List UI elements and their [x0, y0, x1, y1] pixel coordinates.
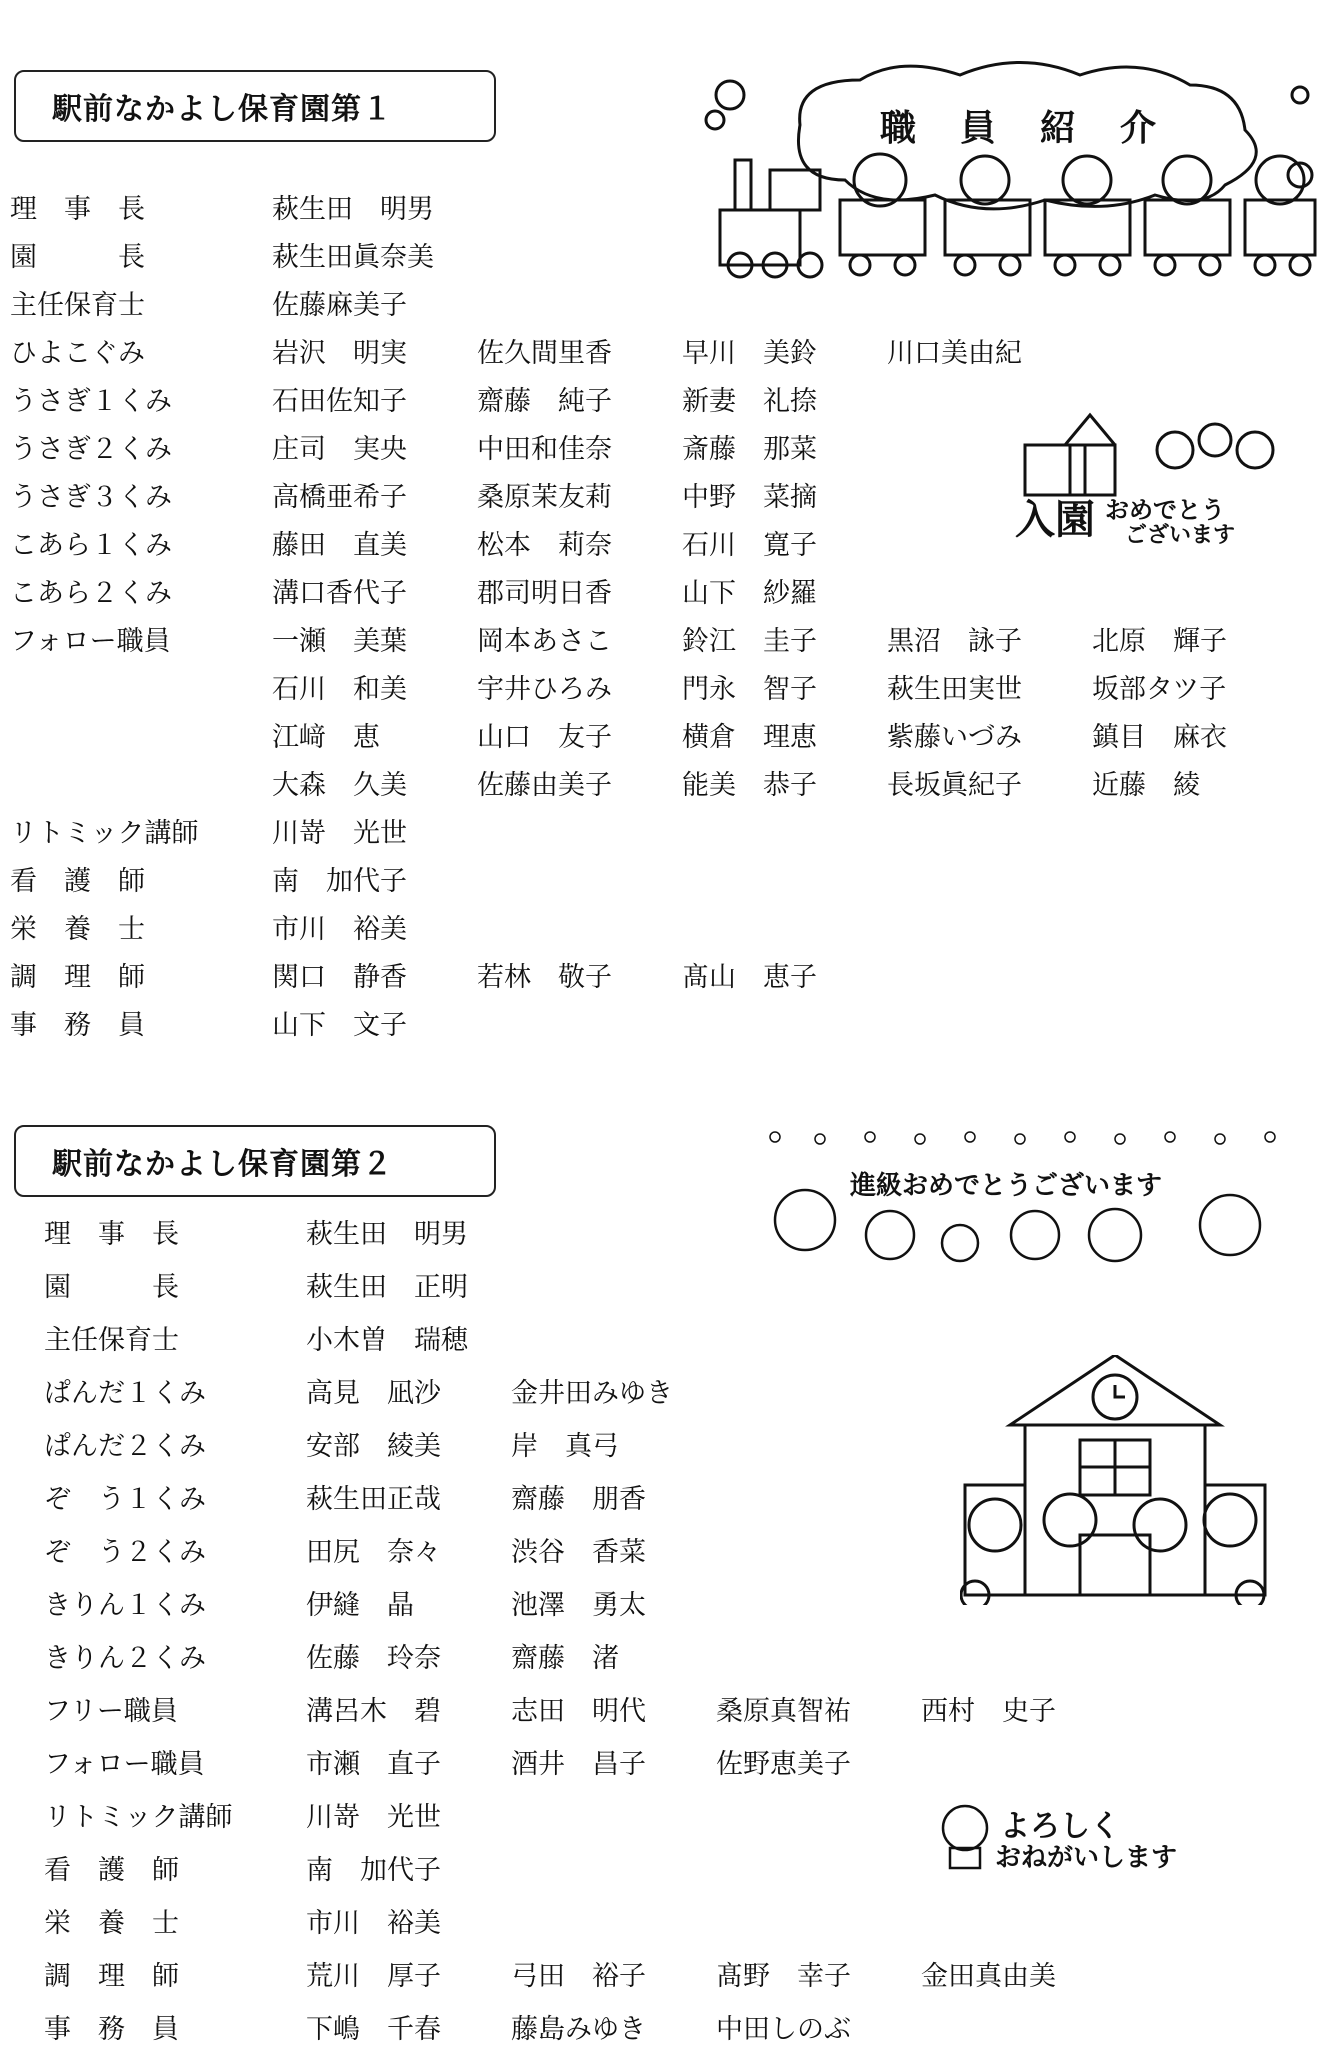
entrance-text-big: 入園: [1015, 497, 1095, 543]
staff-name: 門永 智子: [682, 674, 817, 705]
staff-name: 鈴江 圭子: [682, 626, 817, 657]
staff-name: 岩沢 明実: [272, 338, 407, 369]
greeting-illustration: [935, 1795, 1275, 1885]
staff-name: 齋藤 渚: [511, 1643, 619, 1674]
school2-title: 駅前なかよし保育園第２: [14, 1125, 496, 1197]
staff-name: 西村 史子: [921, 1696, 1056, 1727]
staff-name: 市川 裕美: [272, 914, 407, 945]
staff-name: 髙野 幸子: [716, 1961, 851, 1992]
staff-role: 栄 養 士: [10, 914, 145, 945]
staff-name: 江﨑 恵: [272, 722, 380, 753]
staff-row: [0, 910, 1332, 950]
staff-row: [0, 2010, 1332, 2050]
staff-name: 山下 文子: [272, 1010, 407, 1041]
staff-name: 早川 美鈴: [682, 338, 817, 369]
staff-name: 川嵜 光世: [306, 1802, 441, 1833]
staff-name: 大森 久美: [272, 770, 407, 801]
staff-name: 萩生田正哉: [306, 1484, 441, 1515]
staff-name: 坂部タツ子: [1092, 674, 1227, 705]
staff-name: 横倉 理恵: [682, 722, 817, 753]
staff-name: 紫藤いづみ: [887, 722, 1022, 753]
staff-name: 能美 恭子: [682, 770, 817, 801]
staff-name: 市瀬 直子: [306, 1749, 441, 1780]
staff-row: [0, 766, 1332, 806]
train-illustration: [690, 60, 1320, 285]
staff-role: ぞ う２くみ: [44, 1537, 206, 1568]
staff-name: 市川 裕美: [306, 1908, 441, 1939]
staff-row: [0, 814, 1332, 854]
staff-role: うさぎ１くみ: [10, 386, 172, 417]
staff-role: フォロー職員: [44, 1749, 205, 1780]
entrance-illustration: [1015, 410, 1315, 560]
staff-role: 理 事 長: [44, 1219, 179, 1250]
staff-role: 栄 養 士: [44, 1908, 179, 1939]
staff-name: 田尻 奈々: [306, 1537, 441, 1568]
staff-name: 桑原真智祐: [716, 1696, 851, 1727]
staff-name: 佐久間里香: [477, 338, 612, 369]
staff-role: 事 務 員: [10, 1010, 145, 1041]
staff-name: 近藤 綾: [1092, 770, 1200, 801]
staff-row: [0, 622, 1332, 662]
greeting-line2: おねがいします: [995, 1843, 1178, 1873]
staff-name: 佐藤麻美子: [272, 290, 407, 321]
staff-name: 溝口香代子: [272, 578, 407, 609]
staff-row: [0, 286, 1332, 326]
staff-role: 調 理 師: [10, 962, 145, 993]
staff-name: 佐藤 玲奈: [306, 1643, 441, 1674]
school-building-illustration: [960, 1355, 1270, 1605]
staff-name: 高橋亜希子: [272, 482, 407, 513]
staff-name: 伊縫 晶: [306, 1590, 414, 1621]
staff-role: 理 事 長: [10, 194, 145, 225]
staff-role: フォロー職員: [10, 626, 171, 657]
staff-name: 一瀬 美葉: [272, 626, 407, 657]
staff-name: 宇井ひろみ: [477, 674, 612, 705]
entrance-text-small1: おめでとう: [1105, 496, 1225, 524]
staff-role: こあら１くみ: [10, 530, 172, 561]
staff-name: 斎藤 那菜: [682, 434, 817, 465]
train-banner-text: 職 員 紹 介: [880, 108, 1161, 149]
staff-role: リトミック講師: [44, 1802, 233, 1833]
staff-row: [0, 1639, 1332, 1679]
staff-name: 萩生田 正明: [306, 1272, 468, 1303]
staff-row: [0, 1006, 1332, 1046]
staff-role: きりん２くみ: [44, 1643, 206, 1674]
staff-role: こあら２くみ: [10, 578, 172, 609]
staff-row: [0, 1957, 1332, 1997]
staff-name: 南 加代子: [306, 1855, 441, 1886]
staff-row: [0, 958, 1332, 998]
promotion-illustration: [760, 1125, 1285, 1275]
staff-name: 金井田みゆき: [511, 1378, 673, 1409]
staff-name: 髙山 恵子: [682, 962, 817, 993]
staff-name: 中田しのぶ: [716, 2014, 851, 2045]
staff-name: 佐野恵美子: [716, 1749, 851, 1780]
staff-name: 齋藤 純子: [477, 386, 612, 417]
staff-name: 萩生田実世: [887, 674, 1022, 705]
staff-name: 佐藤由美子: [477, 770, 612, 801]
staff-name: 石川 寛子: [682, 530, 817, 561]
staff-row: [0, 1692, 1332, 1732]
staff-role: ぞ う１くみ: [44, 1484, 206, 1515]
staff-name: 若林 敬子: [477, 962, 612, 993]
staff-name: 松本 莉奈: [477, 530, 612, 561]
staff-role: ぱんだ２くみ: [44, 1431, 206, 1462]
staff-role: 看 護 師: [10, 866, 145, 897]
staff-name: 高見 凪沙: [306, 1378, 441, 1409]
staff-name: 鎮目 麻衣: [1092, 722, 1227, 753]
staff-row: [0, 574, 1332, 614]
school1-title: 駅前なかよし保育園第１: [14, 70, 496, 142]
staff-name: 石田佐知子: [272, 386, 407, 417]
staff-name: 南 加代子: [272, 866, 407, 897]
staff-name: 溝呂木 碧: [306, 1696, 441, 1727]
staff-name: 池澤 勇太: [511, 1590, 646, 1621]
staff-name: 長坂眞紀子: [887, 770, 1022, 801]
staff-role: うさぎ２くみ: [10, 434, 172, 465]
staff-name: 山下 紗羅: [682, 578, 817, 609]
staff-name: 藤田 直美: [272, 530, 407, 561]
staff-role: ぱんだ１くみ: [44, 1378, 206, 1409]
staff-role: きりん１くみ: [44, 1590, 206, 1621]
staff-name: 安部 綾美: [306, 1431, 441, 1462]
staff-name: 石川 和美: [272, 674, 407, 705]
staff-role: 園 長: [44, 1272, 179, 1303]
staff-row: [0, 862, 1332, 902]
staff-name: 渋谷 香菜: [511, 1537, 646, 1568]
staff-role: 主任保育士: [44, 1325, 179, 1356]
staff-name: 小木曽 瑞穂: [306, 1325, 468, 1356]
staff-name: 山口 友子: [477, 722, 612, 753]
staff-row: [0, 1904, 1332, 1944]
staff-name: 北原 輝子: [1092, 626, 1227, 657]
staff-name: 庄司 実央: [272, 434, 407, 465]
staff-name: 萩生田眞奈美: [272, 242, 434, 273]
staff-name: 新妻 礼捺: [682, 386, 817, 417]
staff-row: [0, 718, 1332, 758]
staff-name: 郡司明日香: [477, 578, 612, 609]
staff-name: 金田真由美: [921, 1961, 1056, 1992]
staff-name: 黒沼 詠子: [887, 626, 1022, 657]
staff-role: ひよこぐみ: [10, 338, 145, 369]
staff-name: 関口 静香: [272, 962, 407, 993]
staff-name: 岡本あさこ: [477, 626, 612, 657]
staff-role: 園 長: [10, 242, 145, 273]
staff-name: 萩生田 明男: [306, 1219, 468, 1250]
staff-name: 齋藤 朋香: [511, 1484, 646, 1515]
staff-role: 看 護 師: [44, 1855, 179, 1886]
staff-role: リトミック講師: [10, 818, 199, 849]
staff-name: 中野 菜摘: [682, 482, 817, 513]
staff-row: [0, 334, 1332, 374]
staff-role: 主任保育士: [10, 290, 145, 321]
staff-name: 川口美由紀: [887, 338, 1022, 369]
staff-name: 川嵜 光世: [272, 818, 407, 849]
staff-role: 事 務 員: [44, 2014, 179, 2045]
staff-name: 萩生田 明男: [272, 194, 434, 225]
staff-name: 藤島みゆき: [511, 2014, 646, 2045]
staff-name: 岸 真弓: [511, 1431, 619, 1462]
staff-name: 酒井 昌子: [511, 1749, 646, 1780]
staff-name: 荒川 厚子: [306, 1961, 441, 1992]
staff-row: [0, 670, 1332, 710]
entrance-text-small2: ございます: [1125, 523, 1236, 548]
staff-row: [0, 1745, 1332, 1785]
staff-name: 弓田 裕子: [511, 1961, 646, 1992]
staff-name: 中田和佳奈: [477, 434, 612, 465]
staff-role: フリー職員: [44, 1696, 178, 1727]
staff-role: 調 理 師: [44, 1961, 179, 1992]
staff-role: うさぎ３くみ: [10, 482, 172, 513]
staff-name: 志田 明代: [511, 1696, 646, 1727]
staff-name: 桑原茉友莉: [477, 482, 612, 513]
greeting-line1: よろしく: [1000, 1809, 1120, 1844]
staff-name: 下嶋 千春: [306, 2014, 441, 2045]
promotion-text: 進級おめでとうございます: [850, 1171, 1163, 1201]
